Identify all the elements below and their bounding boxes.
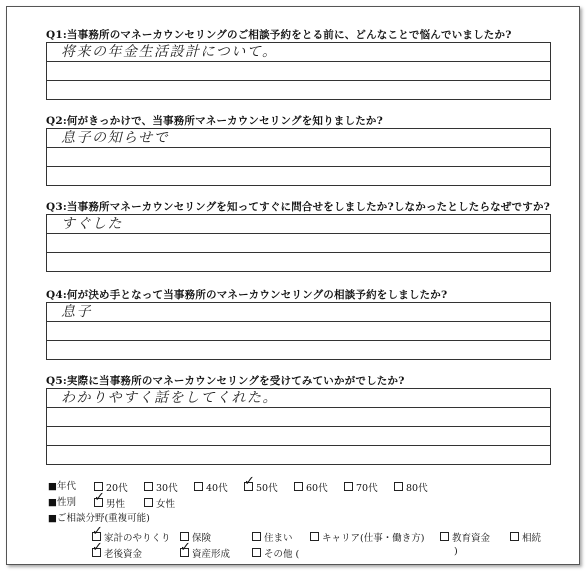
question-2 xyxy=(46,114,551,186)
question-3-title: Q3:当事務所マネーカウンセリングを知ってすぐに問合せをしましたか?しなかったとしたらなぜですか? xyxy=(46,201,551,213)
checkbox[interactable] xyxy=(252,548,261,557)
question-1-title: Q1:当事務所のマネーカウンセリングのご相談予約をとる前に、どんなことで悩んでいましたか? xyxy=(46,29,512,41)
age-option-60[interactable]: 60代 xyxy=(294,480,328,494)
age-option-30[interactable]: 30代 xyxy=(144,480,178,494)
answer-box-3 xyxy=(46,214,551,272)
checkbox[interactable] xyxy=(294,482,303,491)
checkbox-checked[interactable] xyxy=(180,548,189,557)
question-2-title: Q2:何がきっかけで、当事務所マネーカウンセリングを知りましたか? xyxy=(46,115,383,127)
consult-label: ■ご相談分野(重複可能) xyxy=(48,513,150,524)
checkbox[interactable] xyxy=(252,532,261,541)
checkbox-checked[interactable] xyxy=(244,482,253,491)
gender-option-female[interactable]: 女性 xyxy=(144,496,175,510)
answer-box-5 xyxy=(46,388,551,465)
checkbox[interactable] xyxy=(510,532,519,541)
checkbox[interactable] xyxy=(440,532,449,541)
consult-option-asset-building[interactable]: ✓ 資産形成 xyxy=(180,546,230,560)
gender-option-male[interactable]: ✓ 男性 xyxy=(94,496,125,510)
gender-label: ■性別 xyxy=(48,497,76,508)
checkbox[interactable] xyxy=(194,482,203,491)
age-option-40[interactable]: 40代 xyxy=(194,480,228,494)
age-option-20[interactable]: 20代 xyxy=(94,480,128,494)
checkbox-checked[interactable] xyxy=(94,498,103,507)
age-label: ■年代 xyxy=(48,481,76,492)
checkbox[interactable] xyxy=(394,482,403,491)
consult-option-other[interactable]: その他 ( xyxy=(252,546,299,560)
consult-option-retirement[interactable]: ✓老後資金 xyxy=(92,546,142,560)
answer-1-text: 将来の年金生活設計について。 xyxy=(61,44,278,60)
age-option-70[interactable]: 70代 xyxy=(344,480,378,494)
answer-box-2 xyxy=(46,128,551,186)
answer-4-text: 息子 xyxy=(61,304,92,320)
consult-option-housing[interactable]: 住まい xyxy=(252,530,293,544)
checkbox[interactable] xyxy=(144,482,153,491)
answer-5-text: わかりやすく話をしてくれた。 xyxy=(61,390,278,406)
consult-option-inheritance[interactable]: 相続 xyxy=(510,530,541,544)
question-1 xyxy=(46,28,551,100)
checkbox[interactable] xyxy=(344,482,353,491)
question-4 xyxy=(46,288,551,360)
consult-option-career[interactable]: キャリア(仕事・働き方) xyxy=(310,530,424,544)
checkbox[interactable] xyxy=(144,498,153,507)
consult-option-household[interactable]: ✓家計のやりくり xyxy=(92,530,171,544)
checkbox-checked[interactable] xyxy=(92,548,101,557)
age-option-50[interactable]: ✓ 50代 xyxy=(244,480,278,494)
answer-3-text: すぐした xyxy=(61,216,123,232)
consult-other-close-paren: ) xyxy=(454,546,458,557)
question-5-title: Q5:実際に当事務所のマネーカウンセリングを受けてみていかがでしたか? xyxy=(46,375,405,387)
question-4-title: Q4:何が決め手となって当事務所のマネーカウンセリングの相談予約をしましたか? xyxy=(46,289,448,301)
age-option-80[interactable]: 80代 xyxy=(394,480,428,494)
checkbox[interactable] xyxy=(310,532,319,541)
answer-box-1 xyxy=(46,42,551,100)
answer-box-4 xyxy=(46,302,551,360)
question-3 xyxy=(46,200,551,272)
consult-option-education[interactable]: 教育資金 xyxy=(440,530,490,544)
question-5 xyxy=(46,374,551,465)
answer-2-text: 息子の知らせで xyxy=(61,130,170,146)
consult-option-insurance[interactable]: 保険 xyxy=(180,530,211,544)
